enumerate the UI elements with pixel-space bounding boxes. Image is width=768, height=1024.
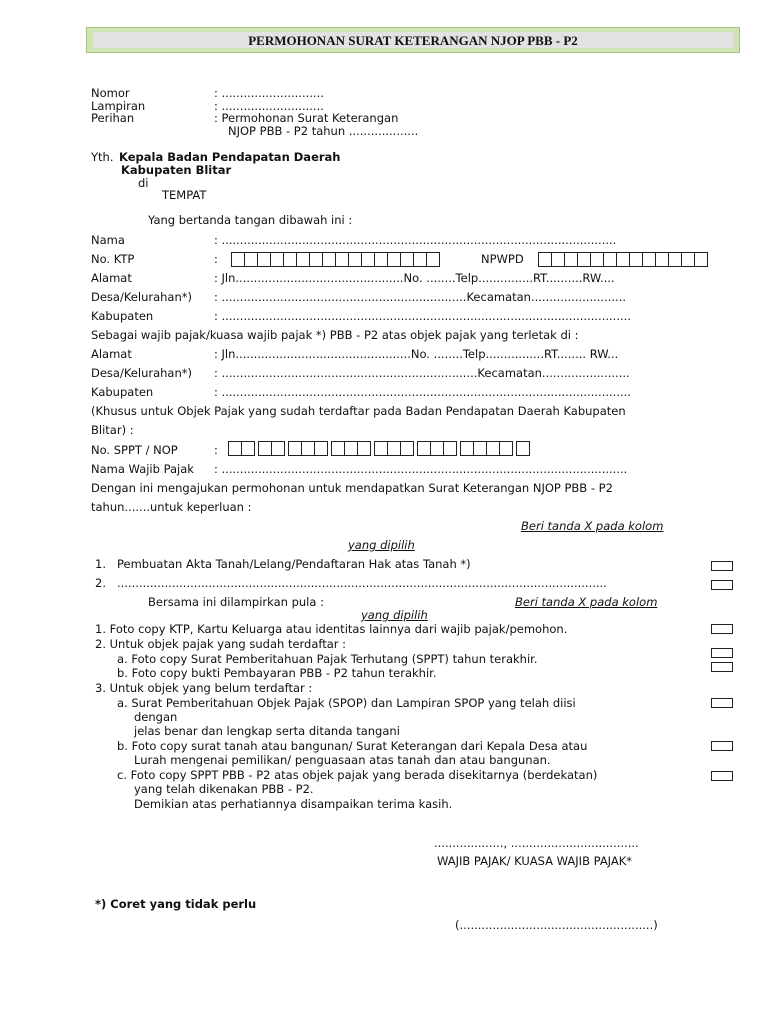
signature-role: WAJIB PAJAK/ KUASA WAJIB PAJAK*: [437, 854, 633, 868]
perihan-label: Perihan: [91, 111, 135, 125]
nomor-label: Nomor: [91, 86, 130, 100]
npwpd-boxes[interactable]: [538, 252, 707, 267]
khusus-line-2: Blitar) :: [91, 423, 134, 437]
purpose-item-2-checkbox[interactable]: [711, 580, 733, 590]
purpose-instruction-2: yang dipilih: [348, 538, 415, 552]
attachment-3c-line-2: yang telah dikenakan PBB - P2.: [134, 782, 314, 796]
attachment-1-checkbox[interactable]: [711, 624, 733, 634]
purpose-item-2-number: 2.: [95, 576, 106, 590]
attachment-3a-line-1: a. Surat Pemberitahuan Objek Pajak (SPOP) dan Lampiran SPOP yang telah diisi: [117, 696, 576, 710]
attachment-2b-checkbox[interactable]: [711, 662, 733, 672]
ktp-colon: :: [214, 252, 218, 266]
sppt-colon: :: [214, 443, 218, 457]
purpose-item-1-checkbox[interactable]: [711, 561, 733, 571]
intro-text: Yang bertanda tangan dibawah ini :: [148, 213, 353, 227]
npwpd-label: NPWPD: [481, 252, 524, 266]
object-desa-field[interactable]: : ......................................................................Kecamatan........................: [214, 366, 630, 380]
attachment-2: 2. Untuk objek pajak yang sudah terdaftar :: [95, 637, 347, 651]
attachment-3c-checkbox[interactable]: [711, 771, 733, 781]
attachment-3a-line-2: dengan: [134, 710, 178, 724]
signature-date-line[interactable]: ..................., ...................................: [434, 836, 639, 850]
nama-wp-field[interactable]: : ...............................................................................................................: [214, 462, 628, 476]
attachments-intro: Bersama ini dilampirkan pula :: [148, 595, 324, 609]
attachment-3a-checkbox[interactable]: [711, 698, 733, 708]
attachment-2a-checkbox[interactable]: [711, 648, 733, 658]
kabupaten-field[interactable]: : ................................................................................................................: [214, 309, 631, 323]
lampiran-value[interactable]: : ............................: [214, 99, 324, 113]
object-desa-label: Desa/Kelurahan*): [91, 366, 193, 380]
nomor-value[interactable]: : ............................: [214, 86, 324, 100]
ktp-label: No. KTP: [91, 252, 135, 266]
title-bar: [86, 27, 740, 53]
attachment-3c-line-1: c. Foto copy SPPT PBB - P2 atas objek pajak yang berada disekitarnya (berdekatan): [117, 768, 598, 782]
request-line-2: tahun.......untuk keperluan :: [91, 500, 252, 514]
object-intro: Sebagai wajib pajak/kuasa wajib pajak *) PBB - P2 atas objek pajak yang terletak di :: [91, 328, 579, 342]
object-alamat-label: Alamat: [91, 347, 132, 361]
attachments-instruction-2: yang dipilih: [361, 608, 428, 622]
sppt-nop-boxes[interactable]: [228, 441, 529, 456]
alamat-label: Alamat: [91, 271, 132, 285]
attachment-2b: b. Foto copy bukti Pembayaran PBB - P2 tahun terakhir.: [117, 666, 437, 680]
nama-field[interactable]: : ............................................................................................................: [214, 233, 617, 247]
purpose-instruction-1: Beri tanda X pada kolom: [521, 519, 664, 533]
perihan-value: : Permohonan Surat Keterangan: [214, 111, 399, 125]
lampiran-label: Lampiran: [91, 99, 146, 113]
ktp-boxes[interactable]: [231, 252, 439, 267]
purpose-item-1-number: 1.: [95, 557, 106, 571]
khusus-line-1: (Khusus untuk Objek Pajak yang sudah terdaftar pada Badan Pendapatan Daerah Kabupaten: [91, 404, 626, 418]
attachment-2a: a. Foto copy Surat Pemberitahuan Pajak Terhutang (SPPT) tahun terakhir.: [117, 652, 538, 666]
closing-text: Demikian atas perhatiannya disampaikan terima kasih.: [134, 797, 453, 811]
attachment-1: 1. Foto copy KTP, Kartu Keluarga atau identitas lainnya dari wajib pajak/pemohon.: [95, 622, 568, 636]
request-line-1: Dengan ini mengajukan permohonan untuk mendapatkan Surat Keterangan NJOP PBB - P2: [91, 481, 613, 495]
recipient-di: di: [138, 176, 149, 190]
desa-field[interactable]: : ...................................................................Kecamatan..........................: [214, 290, 627, 304]
recipient-tempat: TEMPAT: [162, 188, 207, 202]
kabupaten-label: Kabupaten: [91, 309, 154, 323]
nama-wp-label: Nama Wajib Pajak: [91, 462, 194, 476]
object-kabupaten-field[interactable]: : ................................................................................................................: [214, 385, 631, 399]
recipient-yth: Yth.: [91, 150, 114, 164]
page-title: PERMOHONAN SURAT KETERANGAN NJOP PBB - P2: [93, 32, 733, 48]
attachments-instruction-1: Beri tanda X pada kolom: [515, 595, 658, 609]
purpose-item-2[interactable]: ......................................................................................................................................: [117, 576, 607, 590]
desa-label: Desa/Kelurahan*): [91, 290, 193, 304]
object-kabupaten-label: Kabupaten: [91, 385, 154, 399]
sppt-label: No. SPPT / NOP: [91, 443, 178, 457]
alamat-field[interactable]: : Jln..............................................No. ........Telp...............RT..........RW....: [214, 271, 615, 285]
object-alamat-field[interactable]: : Jln................................................No. ........Telp................RT........ RW...: [214, 347, 619, 361]
attachment-3b-checkbox[interactable]: [711, 741, 733, 751]
attachment-3a-line-3: jelas benar dan lengkap serta ditanda tangani: [134, 724, 400, 738]
recipient-line-2: Kabupaten Blitar: [121, 163, 232, 177]
purpose-item-1: Pembuatan Akta Tanah/Lelang/Pendaftaran Hak atas Tanah *): [117, 557, 471, 571]
attachment-3b-line-2: Lurah mengenai pemilikan/ penguasaan atas tanah dan atau bangunan.: [134, 753, 551, 767]
attachment-3b-line-1: b. Foto copy surat tanah atau bangunan/ Surat Keterangan dari Kepala Desa atau: [117, 739, 588, 753]
attachment-3: 3. Untuk objek yang belum terdaftar :: [95, 681, 313, 695]
nama-label: Nama: [91, 233, 125, 247]
footnote: *) Coret yang tidak perlu: [95, 897, 257, 911]
perihan-value-2[interactable]: NJOP PBB - P2 tahun ...................: [228, 124, 419, 138]
recipient-line-1: Kepala Badan Pendapatan Daerah: [119, 150, 341, 164]
signature-name-line[interactable]: (.....................................................): [455, 918, 658, 932]
